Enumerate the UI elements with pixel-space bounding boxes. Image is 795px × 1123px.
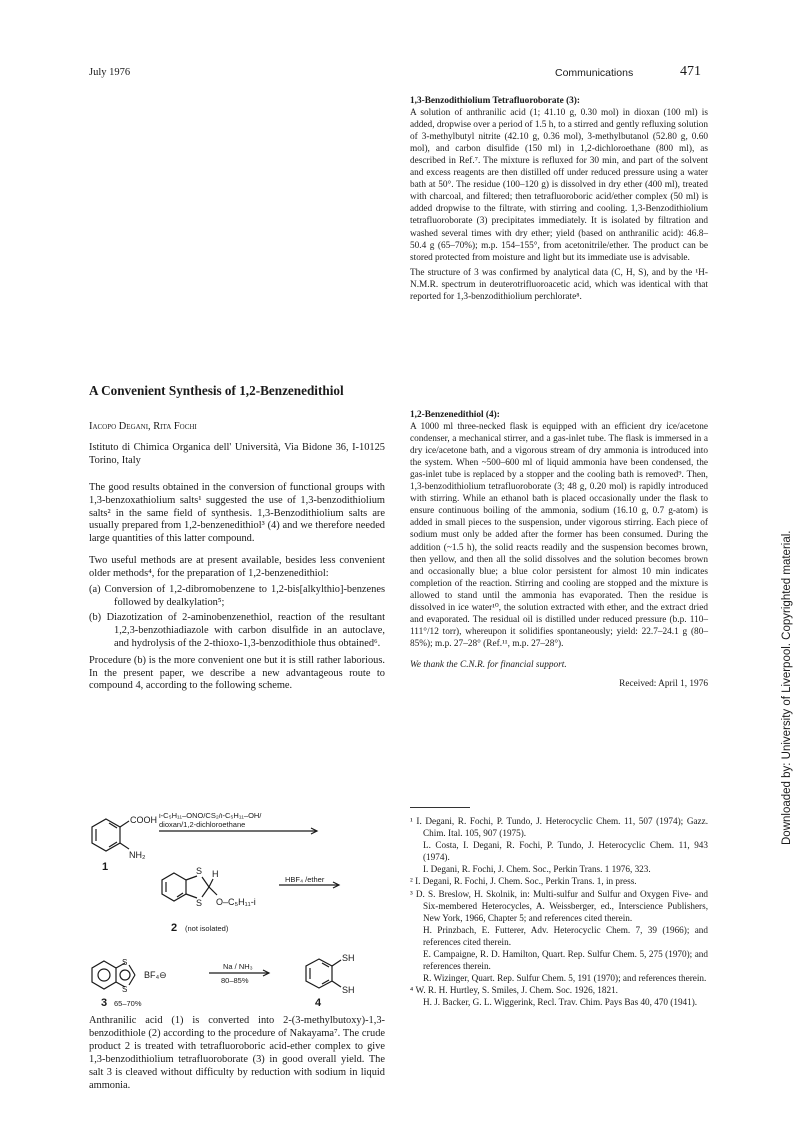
reference-line: H. J. Backer, G. L. Wiggerink, Recl. Trav. Chim. Pays Bas 40, 470 (1941).	[423, 997, 698, 1008]
reference-line: I. Degani, R. Fochi, J. Chem. Soc., Perkin Trans. 1, in press.	[415, 876, 637, 887]
reagent-3-line1: Na / NH₃	[223, 962, 253, 971]
scheme-discussion	[89, 1015, 385, 1092]
o-c5h11-label: O–C₅H₁₁-i	[216, 897, 256, 907]
conversion-paragraph: Anthranilic acid (1) is converted into 2-(3-methylbutoxy)-1,3-benzodithiole (2) according to the procedure of Nakayama⁷. The crude product 2 is treated with tetrafluoroboric acid-ether complex to give 1,3-benzodithiolium tetrafluoroborate (3) in good overall yield. The salt 3 is cleaved without difficulty by reduction with sodium in liquid ammonia.	[89, 1015, 385, 1091]
method-b: (b) Diazotization of 2-aminobenzenethiol, reaction of the resultant 1,2,3-benzothiadiazole with carbon disulfide in an autoclave, and hydrolysis of the 2-thioxo-1,3-benzodithiole thus obtained⁶.	[89, 611, 385, 649]
article-title: A Convenient Synthesis of 1,2-Benzenedithiol	[89, 383, 344, 398]
sh-label-a: SH	[342, 953, 355, 963]
procedure-4-text: A 1000 ml three-necked flask is equipped with an efficient dry ice/acetone condenser, a mechanical stirrer, and a gas-inlet tube. The flask is immersed in a dry ice/acetone bath, and a vigorous stream of dry ammonia is introduced into the system. When ~500–600 ml of liquid ammonia have been condensed, the gas-inlet tube is replaced by a stopper and the cooling bath is removed⁹. Then, 1,3-benzodithiolium tetrafluoroborate (3; 48 g, 0.20 mol) is rapidly introduced with stirring. While an ethanol bath is placed occasionally under the flask to ensure continuous boiling of the ammonia, sodium (16.10 g, 0.7 g-atom) is added in small pieces to the suspension, under vigorous stirring. Each piece of sodium must only be added after the former has been consumed. During the addition (~1.5 h), the solid reacts readily and the suspension becomes brown, then yellow, and then all the solid dissolves and the solution becomes brown and occasionally blue; a blue color persistent for almost 10 min indicates completion of the reaction. Stirring and cooling are stopped and the mixture is allowed to stand until the ammonia has evaporated. Then the residue is dissolved in ice water¹⁰, the solution extracted with ether, and the extract dried and evaporated. The residual oil is distilled under reduced pressure (b.p. 110–111°/12 torr), whereupon it solidifies spontaneously; yield: 22.7–24.1 g (80–85%); m.p. 27–28° (Ref.¹¹, m.p. 27–28°).	[410, 422, 708, 649]
s-label-3b: S	[122, 985, 128, 994]
intro-paragraph: The good results obtained in the conversion of functional groups with 1,3-benzoxathiolium salts¹ suggested the use of 1,3-benzodithiolium salts² in the same field of synthesis. 1,3-Benzodithiolium salts are usually prepared from 1,2-benzenedithiol³ (4) and we therefore needed large quantities of this latter compound.	[89, 481, 385, 545]
reference-line: L. Costa, I. Degani, R. Fochi, P. Tundo, J. Heterocyclic Chem. 11, 943 (1974).	[423, 840, 708, 863]
method-a: (a) Conversion of 1,2-dibromobenzene to 1,2-bis[alkylthio]-benzenes followed by dealkylation⁵;	[89, 584, 385, 608]
compound-4-label: 4	[315, 997, 322, 1008]
compound-3-label: 3	[101, 997, 108, 1008]
s-label-2b: S	[196, 898, 203, 908]
procedure-4-heading: 1,2-Benzenedithiol (4):	[410, 410, 500, 420]
h-label: H	[212, 869, 219, 879]
compound-3-yield: 65–70%	[114, 999, 142, 1008]
compound-2-note: (not isolated)	[185, 924, 229, 933]
footnote-rule	[410, 807, 470, 808]
authors: Iacopo Degani, Rita Fochi	[89, 421, 197, 432]
reference-number: ⁴	[410, 985, 414, 996]
s-label-2a: S	[196, 866, 203, 876]
reference-line: R. Wizinger, Quart. Rep. Sulfur Chem. 5, 191 (1970); and references therein.	[423, 973, 707, 984]
affiliation: Istituto di Chimica Organica dell' Università, Via Bidone 36, I-10125 Torino, Italy	[89, 441, 385, 466]
page-number: 471	[680, 64, 701, 79]
benzene-ring-3	[92, 961, 116, 989]
reference-line: D. S. Breslow, H. Skolnik, in: Multi-sulfur and Sulfur and Oxygen Five- and Six-membered Heterocycles, A. Weissberger, ed., Interscience Publishers, New York, 1966, Chapter 5; and references cited therein.	[415, 888, 709, 923]
procedure-paragraph: Procedure (b) is the more convenient one but it is still rather laborious. In the present paper, we describe a new advantageous route to compound 4, according to the following scheme.	[89, 654, 385, 692]
download-watermark	[781, 305, 795, 845]
cooh-label: COOH	[130, 815, 157, 825]
reference-4	[410, 984, 708, 996]
procedure-3-text: A solution of anthranilic acid (1; 41.10 g, 0.30 mol) in dioxan (100 ml) is added, dropwise over a period of 1.5 h, to a stirred and gently refluxing solution of 3-methylbutyl nitrite (42.10 g, 0.36 mol), 3-methylbutanol (52.80 g, 0.60 mol), and carbon disulfide (150 ml) in 1,2-dichloroethane (800 ml), as described in Ref.⁷. The mixture is refluxed for 30 min, and part of the solvent and excess reagents are then distilled off under reduced pressure using a water bath at 50°. The residue (100–120 g) is dissolved in dry ether (400 ml), treated with charcoal, and filtered; then tetrafluoroboric acid/ether complex (50 ml) is added dropwise to the filtrate, with stirring and cooling. 1,3-Benzodithiolium tetrafluoroborate (3) precipitates immediately. It is isolated by filtration and washed several times with dry ether; yield (based on anthranilic acid): 46.8–50.4 g (65–70%); m.p. 154–155°, from acetonitrile/ether. The product can be stored protected from moisture and light but its immediate use is advisable.	[410, 108, 708, 263]
procedure-3-heading: 1,3-Benzodithiolium Tetrafluoroborate (3):	[410, 96, 581, 106]
reagent-2: HBF₄ /ether	[285, 875, 325, 884]
s-label-3a: S	[122, 958, 128, 967]
reference-2	[410, 875, 708, 887]
issue-date: July 1976	[89, 67, 131, 78]
structure-note: The structure of 3 was confirmed by analytical data (C, H, S), and by the ¹H-N.M.R. spectrum in deuterotrifluoroacetic acid, which was identical with that reported for 1,3-benzodithiolium perchlorate⁸.	[410, 267, 708, 302]
reagent-1-line2: dioxan/1,2-dichloroethane	[159, 820, 246, 829]
reaction-scheme	[89, 813, 385, 1008]
compound-1-label: 1	[102, 861, 109, 873]
references	[410, 815, 708, 1009]
acknowledgement: We thank the C.N.R. for financial support.	[410, 659, 567, 670]
reference-line: I. Degani, R. Fochi, P. Tundo, J. Heterocyclic Chem. 11, 507 (1974); Gazz. Chim. Ital. 105, 907 (1975).	[416, 816, 708, 839]
reference-1	[410, 815, 708, 839]
section-label: Communications	[555, 67, 634, 79]
reagent-1-line1: i-C₅H₁₁–ONO/CS₂/i-C₅H₁₁–OH/	[159, 813, 262, 820]
reference-line: E. Campaigne, R. D. Hamilton, Quart. Rep. Sulfur Chem. 5, 275 (1970); and references therein.	[423, 949, 708, 972]
bf4-label: BF₄⊖	[144, 970, 167, 980]
nh2-label: NH₂	[129, 850, 146, 860]
reference-line: I. Degani, R. Fochi, J. Chem. Soc., Perkin Trans. 1 1976, 323.	[423, 864, 651, 875]
download-watermark-text: Downloaded by: University of Liverpool. Copyrighted material.	[781, 530, 793, 845]
received-date: Received: April 1, 1976	[619, 678, 708, 689]
reference-line: W. R. H. Hurtley, S. Smiles, J. Chem. Soc. 1926, 1821.	[415, 985, 618, 996]
procedure-3	[410, 95, 708, 303]
reference-3	[410, 888, 708, 924]
reference-line: H. Prinzbach, E. Futterer, Adv. Heterocyclic Chem. 7, 39 (1966); and references cited therein.	[423, 924, 708, 947]
reference-number: ²	[410, 876, 413, 887]
reagent-3-line2: 80–85%	[221, 976, 249, 985]
compound-2-label: 2	[171, 922, 178, 934]
article-body	[89, 421, 385, 693]
reference-number: ³	[410, 888, 413, 899]
procedure-4	[410, 409, 708, 690]
reference-number: ¹	[410, 816, 413, 826]
sh-label-b: SH	[342, 985, 355, 995]
methods-paragraph: Two useful methods are at present available, besides less convenient older methods⁴, for the preparation of 1,2-benzenedithiol:	[89, 555, 385, 580]
